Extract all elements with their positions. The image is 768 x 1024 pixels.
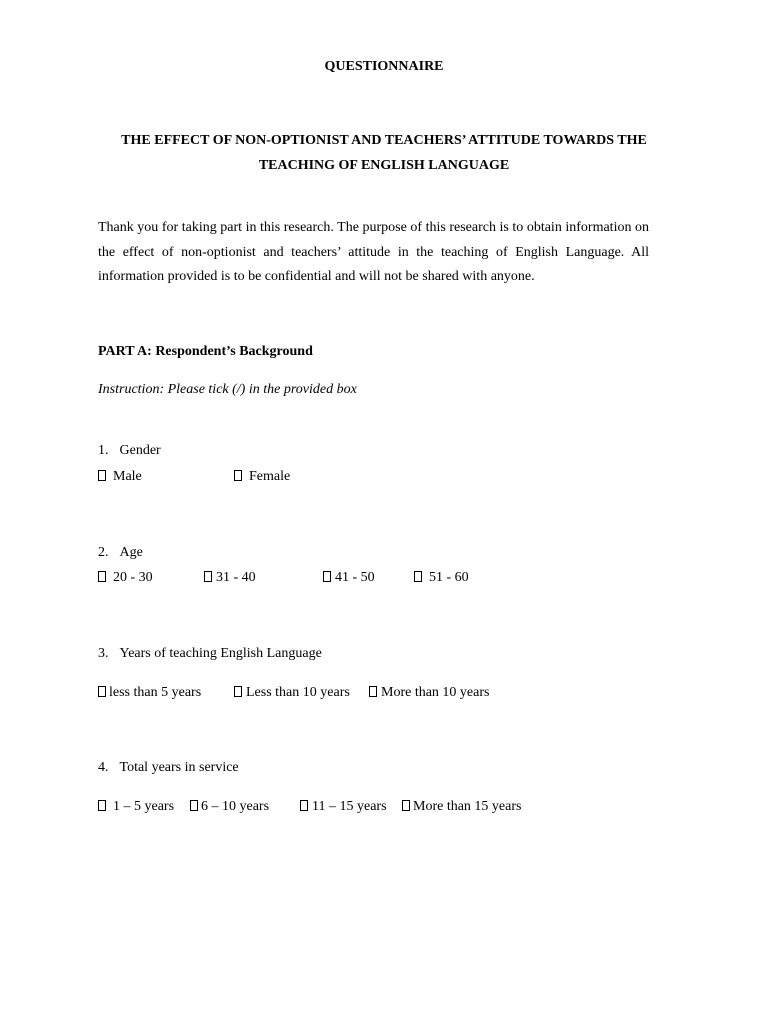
- checkbox-icon[interactable]: [98, 470, 106, 481]
- checkbox-icon[interactable]: [190, 800, 198, 811]
- question-4: [98, 760, 239, 776]
- checkbox-icon[interactable]: [369, 686, 377, 697]
- checkbox-icon[interactable]: [402, 800, 410, 811]
- option-label: 1 – 5 years: [113, 799, 175, 814]
- question-number: 4.: [98, 760, 109, 775]
- checkbox-icon[interactable]: [98, 686, 106, 697]
- option-label: 6 – 10 years: [201, 799, 270, 814]
- option-label: 11 – 15 years: [312, 799, 387, 814]
- option-female[interactable]: [234, 469, 290, 485]
- option-more-than-10[interactable]: [369, 685, 489, 701]
- checkbox-icon[interactable]: [300, 800, 308, 811]
- option-label: More than 10 years: [381, 685, 490, 700]
- question-label: Years of teaching English Language: [119, 646, 322, 661]
- checkbox-icon[interactable]: [204, 571, 212, 582]
- option-label: 20 - 30: [113, 570, 153, 585]
- option-less-than-10[interactable]: [234, 685, 350, 701]
- option-label: 31 - 40: [216, 570, 256, 585]
- question-number: 2.: [98, 545, 109, 560]
- question-3: [98, 646, 322, 662]
- subtitle-line-1: THE EFFECT OF NON-OPTIONIST AND TEACHERS’ ATTITUDE TOWARDS THE: [121, 133, 647, 148]
- question-label: Total years in service: [119, 760, 239, 775]
- option-label: More than 15 years: [413, 799, 522, 814]
- part-a-heading: PART A: Respondent’s Background: [98, 344, 313, 359]
- question-number: 1.: [98, 443, 109, 458]
- question-number: 3.: [98, 646, 109, 661]
- page-title: QUESTIONNAIRE: [324, 59, 444, 74]
- question-label: Age: [119, 545, 143, 560]
- option-label: less than 5 years: [109, 685, 202, 700]
- option-6-10-years[interactable]: [190, 799, 269, 815]
- option-more-than-15[interactable]: [402, 799, 521, 815]
- option-1-5-years[interactable]: [98, 799, 174, 815]
- question-label: Gender: [119, 443, 161, 458]
- checkbox-icon[interactable]: [234, 686, 242, 697]
- option-less-than-5[interactable]: [98, 685, 201, 701]
- option-age-51-60[interactable]: [414, 570, 469, 586]
- checkbox-icon[interactable]: [323, 571, 331, 582]
- checkbox-icon[interactable]: [98, 800, 106, 811]
- option-label: Female: [249, 469, 291, 484]
- checkbox-icon[interactable]: [234, 470, 242, 481]
- question-2: [98, 545, 143, 561]
- intro-paragraph: Thank you for taking part in this research. The purpose of this research is to obtain information on the effect of non-optionist and teachers’ attitude in the teaching of English Language. All information provided is to be confidential and will not be shared with anyone.: [98, 220, 649, 284]
- option-label: 41 - 50: [335, 570, 375, 585]
- option-11-15-years[interactable]: [300, 799, 387, 815]
- question-1: [98, 443, 161, 459]
- option-male[interactable]: [98, 469, 142, 485]
- option-label: Male: [113, 469, 142, 484]
- option-label: 51 - 60: [429, 570, 469, 585]
- checkbox-icon[interactable]: [414, 571, 422, 582]
- option-age-41-50[interactable]: [323, 570, 375, 586]
- option-label: Less than 10 years: [246, 685, 350, 700]
- subtitle-line-2: TEACHING OF ENGLISH LANGUAGE: [258, 158, 510, 173]
- option-age-20-30[interactable]: [98, 570, 153, 586]
- option-age-31-40[interactable]: [204, 570, 256, 586]
- instruction-text: Instruction: Please tick (/) in the provided box: [98, 382, 357, 397]
- checkbox-icon[interactable]: [98, 571, 106, 582]
